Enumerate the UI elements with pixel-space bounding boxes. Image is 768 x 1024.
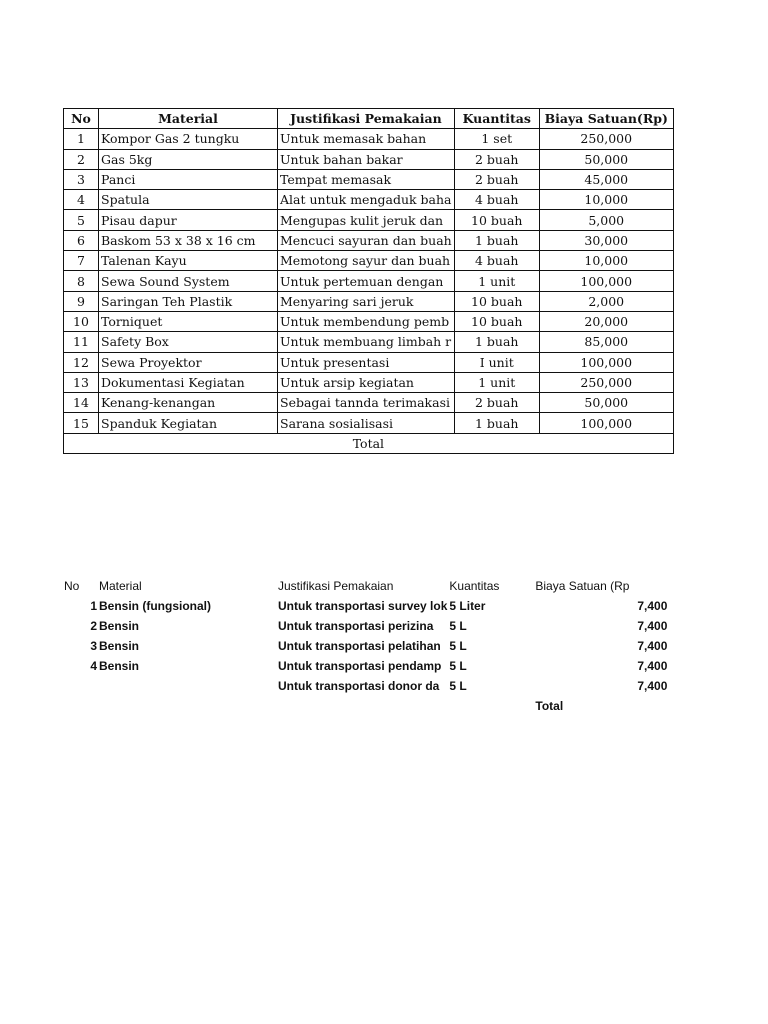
material-cell: Bensin: [99, 619, 140, 633]
unit-cost-cell: 10,000: [539, 251, 673, 271]
table-row: [63, 616, 668, 636]
unit-cost-cell: 50,000: [539, 393, 673, 413]
quantity-cell: 1 buah: [454, 413, 539, 433]
unit-cost-cell: 7,400: [637, 619, 668, 633]
total-row: [63, 696, 668, 716]
justification-cell: Untuk transportasi pelatihan: [278, 639, 441, 653]
table-row: [63, 676, 668, 696]
unit-cost-cell: 7,400: [637, 659, 668, 673]
header-unit-cost: Biaya Satuan (Rp: [535, 579, 630, 593]
total-label: Total: [535, 699, 564, 713]
table-row: [64, 291, 674, 311]
justification-cell: Untuk transportasi donor da: [278, 679, 440, 693]
header-justification: Justifikasi Pemakaian: [278, 579, 394, 593]
material-cell: Bensin: [99, 659, 140, 673]
table-row: [64, 352, 674, 372]
unit-cost-cell: 7,400: [637, 639, 668, 653]
row-number: 10: [64, 311, 99, 331]
header-quantity: Kuantitas: [449, 579, 500, 593]
row-number: 2: [64, 149, 99, 169]
header-unit-cost: Biaya Satuan(Rp): [539, 109, 673, 129]
justification-cell: Alat untuk mengaduk baha: [278, 190, 455, 210]
material-cell: Kenang-kenangan: [99, 393, 278, 413]
unit-cost-cell: 7,400: [637, 679, 668, 693]
unit-cost-cell: 85,000: [539, 332, 673, 352]
material-cell: Torniquet: [99, 311, 278, 331]
row-number: 3: [64, 169, 99, 189]
table-row: [64, 210, 674, 230]
material-cell: Pisau dapur: [99, 210, 278, 230]
quantity-cell: 1 unit: [454, 372, 539, 392]
table-row: [63, 636, 668, 656]
table-row: [63, 596, 668, 616]
table-row: [64, 413, 674, 433]
unit-cost-cell: 2,000: [539, 291, 673, 311]
row-number: 5: [64, 210, 99, 230]
quantity-cell: 5 L: [449, 659, 467, 673]
quantity-cell: 5 L: [449, 639, 467, 653]
material-cell: Safety Box: [99, 332, 278, 352]
quantity-cell: 5 L: [449, 679, 467, 693]
row-number: 6: [64, 230, 99, 250]
quantity-cell: 1 set: [454, 129, 539, 149]
unit-cost-cell: 250,000: [539, 129, 673, 149]
quantity-cell: 4 buah: [454, 251, 539, 271]
justification-cell: Untuk pertemuan dengan: [278, 271, 455, 291]
header-quantity: Kuantitas: [454, 109, 539, 129]
row-number: 4: [64, 190, 99, 210]
material-cell: Dokumentasi Kegiatan: [99, 372, 278, 392]
table-header-row: [64, 109, 674, 129]
unit-cost-cell: 45,000: [539, 169, 673, 189]
quantity-cell: 2 buah: [454, 149, 539, 169]
table-row: [64, 190, 674, 210]
material-cell: Sewa Sound System: [99, 271, 278, 291]
row-number: 2: [90, 619, 97, 633]
quantity-cell: 4 buah: [454, 190, 539, 210]
justification-cell: Untuk membuang limbah r: [278, 332, 455, 352]
table-row: [64, 393, 674, 413]
quantity-cell: 1 buah: [454, 332, 539, 352]
material-cell: Gas 5kg: [99, 149, 278, 169]
material-cell: Sewa Proyektor: [99, 352, 278, 372]
table-row: [64, 311, 674, 331]
unit-cost-cell: 20,000: [539, 311, 673, 331]
row-number: 14: [64, 393, 99, 413]
quantity-cell: 10 buah: [454, 210, 539, 230]
row-number: 8: [64, 271, 99, 291]
empty-cell: [63, 696, 98, 716]
unit-cost-cell: 10,000: [539, 190, 673, 210]
unit-cost-cell: 30,000: [539, 230, 673, 250]
justification-cell: Untuk presentasi: [278, 352, 455, 372]
total-label: Total: [64, 433, 674, 453]
unit-cost-cell: 100,000: [539, 352, 673, 372]
fuel-cost-table: [63, 576, 668, 716]
quantity-cell: 5 L: [449, 619, 467, 633]
quantity-cell: 10 buah: [454, 311, 539, 331]
unit-cost-cell: 100,000: [539, 271, 673, 291]
quantity-cell: 5 Liter: [449, 599, 486, 613]
row-number: 9: [64, 291, 99, 311]
material-cell: Bensin (fungsional): [99, 599, 211, 613]
quantity-cell: 1 buah: [454, 230, 539, 250]
justification-cell: Untuk memasak bahan: [278, 129, 455, 149]
material-cell: Baskom 53 x 38 x 16 cm: [99, 230, 278, 250]
material-cell: Kompor Gas 2 tungku: [99, 129, 278, 149]
header-justification: Justifikasi Pemakaian: [278, 109, 455, 129]
row-number: 1: [64, 129, 99, 149]
unit-cost-cell: 100,000: [539, 413, 673, 433]
justification-cell: Mencuci sayuran dan buah: [278, 230, 455, 250]
unit-cost-cell: 5,000: [539, 210, 673, 230]
empty-cell: [98, 696, 277, 716]
unit-cost-cell: 7,400: [637, 599, 668, 613]
quantity-cell: I unit: [454, 352, 539, 372]
table-row: [64, 332, 674, 352]
quantity-cell: 2 buah: [454, 393, 539, 413]
material-cell: [98, 676, 277, 696]
table-row: [64, 129, 674, 149]
justification-cell: Menyaring sari jeruk: [278, 291, 455, 311]
empty-cell: [448, 696, 534, 716]
material-cell: Panci: [99, 169, 278, 189]
row-number: 1: [90, 599, 97, 613]
table-row: [64, 372, 674, 392]
empty-cell: [277, 696, 448, 716]
justification-cell: Untuk transportasi perizina: [278, 619, 434, 633]
material-cell: Spatula: [99, 190, 278, 210]
unit-cost-cell: 250,000: [539, 372, 673, 392]
unit-cost-cell: 50,000: [539, 149, 673, 169]
header-material: Material: [99, 579, 142, 593]
row-number: 13: [64, 372, 99, 392]
table-row: [64, 230, 674, 250]
justification-cell: Untuk membendung pemb: [278, 311, 455, 331]
justification-cell: Untuk transportasi pendamp: [278, 659, 442, 673]
row-number: [63, 676, 98, 696]
material-cell: Spanduk Kegiatan: [99, 413, 278, 433]
quantity-cell: 10 buah: [454, 291, 539, 311]
row-number: 3: [90, 639, 97, 653]
table-row: [64, 149, 674, 169]
material-cell: Talenan Kayu: [99, 251, 278, 271]
row-number: 12: [64, 352, 99, 372]
header-no: No: [64, 109, 99, 129]
justification-cell: Mengupas kulit jeruk dan: [278, 210, 455, 230]
row-number: 11: [64, 332, 99, 352]
justification-cell: Tempat memasak: [278, 169, 455, 189]
table-row: [64, 271, 674, 291]
row-number: 15: [64, 413, 99, 433]
row-number: 4: [90, 659, 97, 673]
table-row: [64, 251, 674, 271]
justification-cell: Untuk arsip kegiatan: [278, 372, 455, 392]
justification-cell: Untuk transportasi survey lok: [278, 599, 448, 613]
total-row: [64, 433, 674, 453]
table-row: [63, 656, 668, 676]
justification-cell: Memotong sayur dan buah: [278, 251, 455, 271]
justification-cell: Untuk bahan bakar: [278, 149, 455, 169]
material-cell: Bensin: [99, 639, 140, 653]
table-header-row: [63, 576, 668, 596]
row-number: 7: [64, 251, 99, 271]
table-row: [64, 169, 674, 189]
justification-cell: Sarana sosialisasi: [278, 413, 455, 433]
quantity-cell: 1 unit: [454, 271, 539, 291]
material-cost-table: [63, 108, 674, 454]
header-material: Material: [99, 109, 278, 129]
quantity-cell: 2 buah: [454, 169, 539, 189]
material-cell: Saringan Teh Plastik: [99, 291, 278, 311]
justification-cell: Sebagai tannda terimakasi: [278, 393, 455, 413]
header-no: No: [64, 579, 80, 593]
